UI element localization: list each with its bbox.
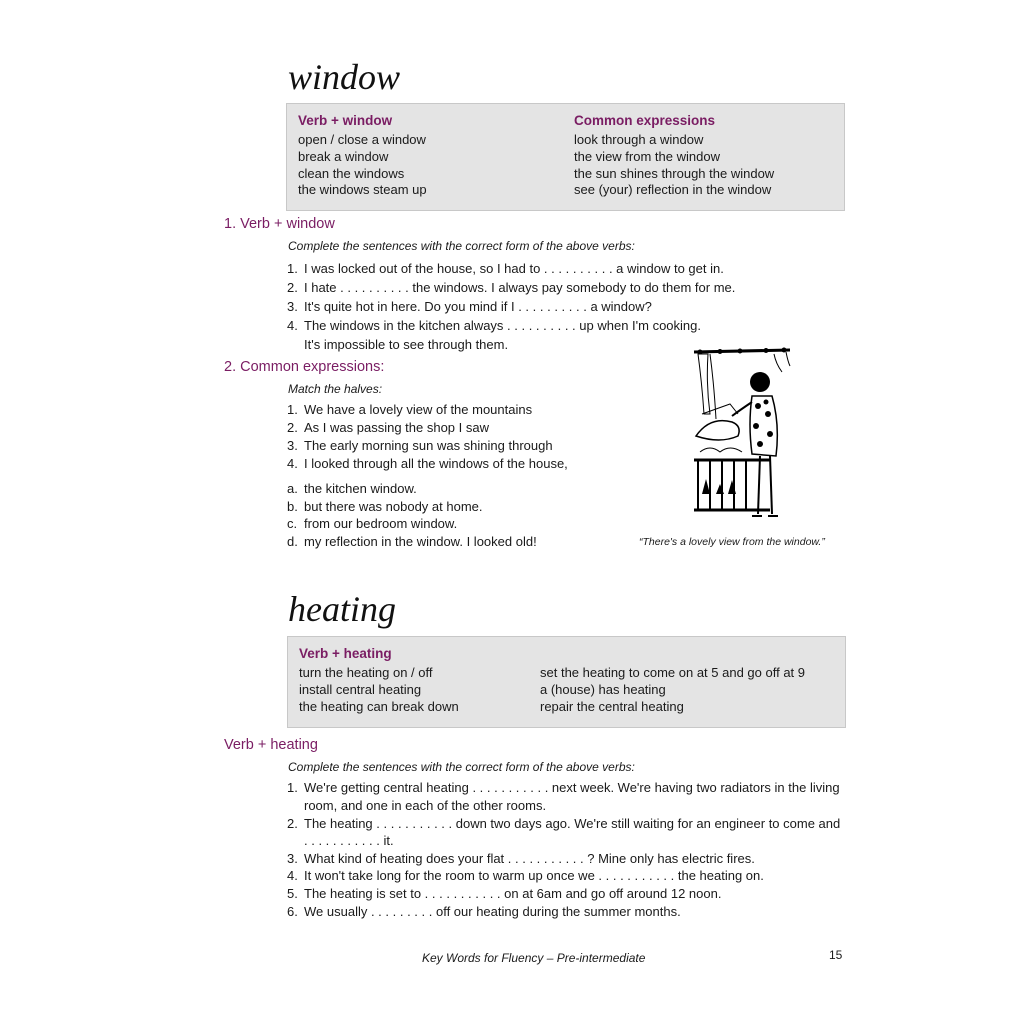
window-vocab-box — [286, 103, 845, 211]
item-number: 3. — [287, 851, 298, 866]
item-number: 3. — [287, 299, 298, 314]
item-number: 2. — [287, 816, 298, 831]
item-text: It's impossible to see through them. — [304, 337, 509, 352]
item-text: As I was passing the shop I saw — [304, 420, 489, 435]
item-text: I was locked out of the house, so I had to . . . . . . . . . . a window to get in. — [304, 261, 724, 276]
window-box-right-list — [574, 132, 774, 199]
window-exercise-2-heading: 2. Common expressions: — [224, 359, 385, 375]
window-box-left-line: open / close a window — [298, 132, 426, 147]
item-letter: a. — [287, 481, 298, 496]
window-box-left-line: break a window — [298, 148, 389, 164]
item-text: We're getting central heating . . . . . . . . . . . next week. We're having two radiators in the living — [304, 780, 840, 795]
heating-exercise-instruction: Complete the sentences with the correct form of the above verbs: — [288, 760, 635, 774]
window-exercise-1-instruction: Complete the sentences with the correct form of the above verbs: — [288, 239, 635, 253]
item-number: 4. — [287, 868, 298, 883]
illustration-caption: “There's a lovely view from the window.” — [639, 536, 825, 548]
item-text: We have a lovely view of the mountains — [304, 402, 533, 417]
item-text: room, and one in each of the other rooms. — [304, 798, 547, 813]
heating-exercise-heading: Verb + heating — [224, 737, 318, 753]
item-number: 6. — [287, 904, 298, 919]
item-text: It's quite hot in here. Do you mind if I . . . . . . . . . . a window? — [304, 299, 652, 314]
item-number: 1. — [287, 402, 298, 417]
window-box-left-heading: Verb + window — [298, 113, 393, 128]
item-text: The heating . . . . . . . . . . . down two days ago. We're still waiting for an engineer to come and — [304, 816, 841, 831]
footer-book-title: Key Words for Fluency – Pre-intermediate — [422, 951, 646, 965]
item-letter: c. — [287, 516, 298, 531]
item-letter: d. — [287, 534, 298, 549]
window-box-right-heading: Common expressions — [574, 113, 716, 128]
window-exercise-1-heading: 1. Verb + window — [224, 216, 335, 232]
item-text: I hate . . . . . . . . . . the windows. I always pay somebody to do them for me. — [304, 280, 736, 295]
item-text: from our bedroom window. — [304, 516, 458, 531]
window-box-right-line: the view from the window — [574, 148, 720, 164]
heating-box-right-list — [540, 665, 805, 715]
heating-box-heading: Verb + heating — [299, 646, 392, 661]
woman-at-window-illustration — [690, 344, 800, 526]
item-text: but there was nobody at home. — [304, 499, 483, 514]
window-title: window — [288, 57, 401, 97]
window-box-right-line: the sun shines through the window — [574, 165, 775, 181]
window-box-left-line: clean the windows — [298, 165, 405, 181]
item-text: . . . . . . . . . . . it. — [304, 833, 394, 848]
item-text: my reflection in the window. I looked old! — [304, 534, 537, 549]
item-number: 1. — [287, 780, 298, 795]
window-box-right-line: look through a window — [574, 132, 704, 147]
heating-box-left-list — [299, 665, 459, 715]
item-number: 5. — [287, 886, 298, 901]
item-text: The windows in the kitchen always . . . . . . . . . . up when I'm cooking. — [304, 318, 701, 333]
item-text: We usually . . . . . . . . . off our heating during the summer months. — [304, 904, 681, 919]
page-number: 15 — [829, 948, 843, 962]
item-text: The early morning sun was shining through — [304, 438, 553, 453]
heating-box-right-line: a (house) has heating — [540, 681, 666, 697]
window-exercise-2-instruction: Match the halves: — [288, 382, 383, 396]
heating-box-left-line: turn the heating on / off — [299, 665, 433, 680]
heating-box-left-line: install central heating — [299, 681, 422, 697]
item-text: What kind of heating does your flat . . . . . . . . . . . ? Mine only has electric fires. — [304, 851, 755, 866]
item-number: 2. — [287, 280, 298, 295]
item-text: the kitchen window. — [304, 481, 417, 496]
item-number: 1. — [287, 261, 298, 276]
window-box-left-line: the windows steam up — [298, 182, 427, 198]
item-letter: b. — [287, 499, 298, 514]
heating-vocab-box — [287, 636, 846, 728]
heating-title: heating — [288, 589, 396, 629]
window-box-right-line: see (your) reflection in the window — [574, 182, 772, 198]
item-text: It won't take long for the room to warm up once we . . . . . . . . . . . the heating on. — [304, 868, 764, 883]
item-number: 4. — [287, 456, 298, 471]
item-number: 3. — [287, 438, 298, 453]
heating-box-right-line: set the heating to come on at 5 and go off at 9 — [540, 665, 806, 680]
heating-box-left-line: the heating can break down — [299, 698, 459, 714]
heating-box-right-line: repair the central heating — [540, 698, 684, 714]
item-text: The heating is set to . . . . . . . . . . . on at 6am and go off around 12 noon. — [304, 886, 722, 901]
item-text: I looked through all the windows of the house, — [304, 456, 568, 471]
window-box-left-list — [298, 132, 427, 199]
item-number: 4. — [287, 318, 298, 333]
item-number: 2. — [287, 420, 298, 435]
